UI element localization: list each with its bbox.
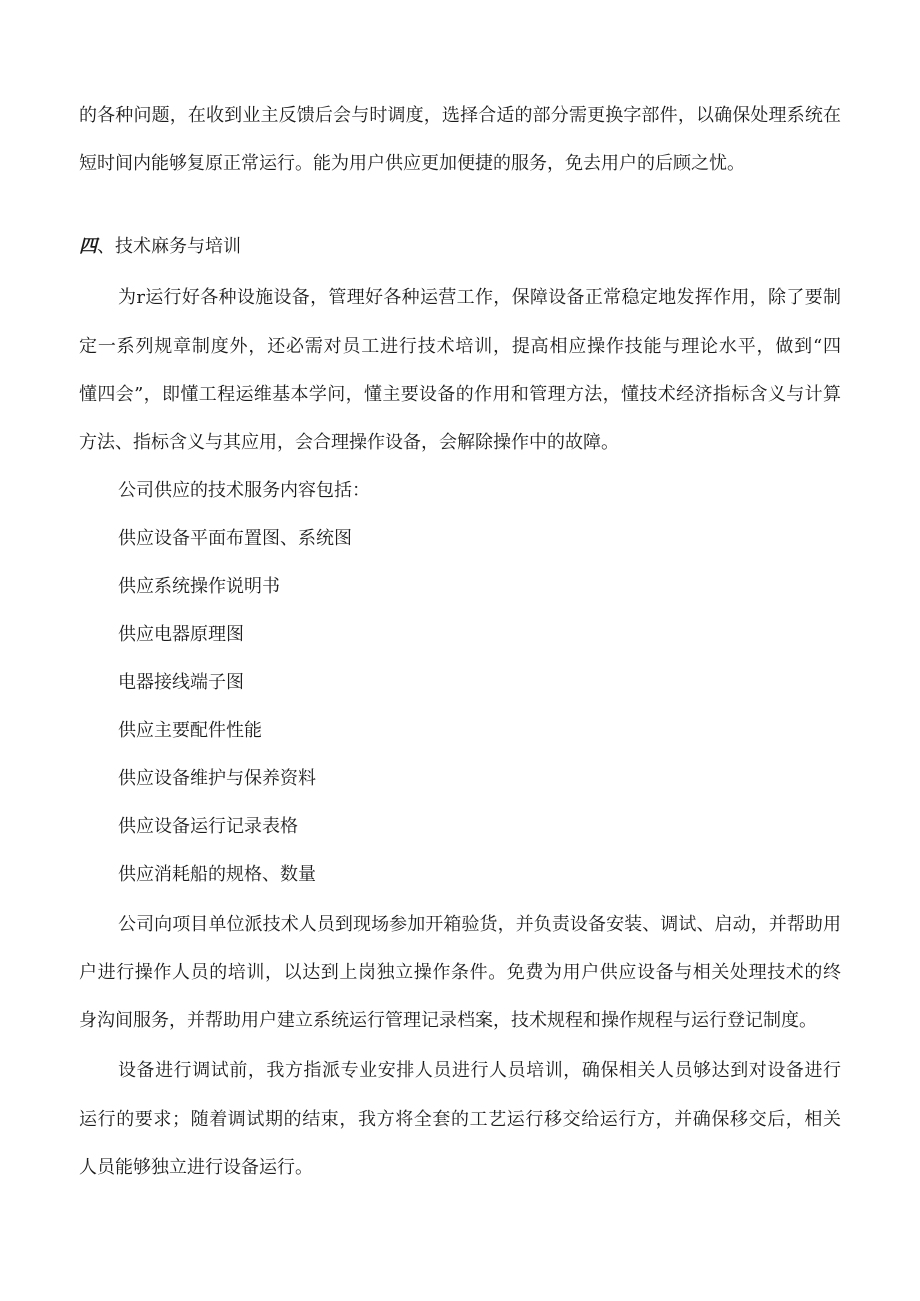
para3-line-3: 人员能够独立进行设备运行。 xyxy=(79,1157,313,1178)
list-item: 电器接线端子图 xyxy=(118,672,244,693)
para1-line-2: 定一系列规章制度外，还必需对员工进行技术培训，提高相应操作技能与理论水平，做到“四 xyxy=(79,336,841,357)
list-item: 供应电器原理图 xyxy=(118,624,244,645)
list-item: 供应设备维护与保养资料 xyxy=(118,768,316,789)
para2-line-2: 户进行操作人员的培训，以达到上岗独立操作条件。免费为用户供应设备与相关处理技术的终 xyxy=(79,962,841,983)
list-item: 供应消耗船的规格、数量 xyxy=(118,864,316,885)
list-item: 供应系统操作说明书 xyxy=(118,576,280,597)
section-separator: 、 xyxy=(97,236,115,257)
list-item: 供应主要配件性能 xyxy=(118,720,262,741)
list-item: 供应设备运行记录表格 xyxy=(118,816,298,837)
list-item: 供应设备平面布置图、系统图 xyxy=(118,528,352,549)
section-title: 技术麻务与培训 xyxy=(115,236,241,257)
intro-line-1: 的各种问题，在收到业主反馈后会与时调度，选择合适的部分需更换字部件，以确保处理系统在 xyxy=(79,105,841,126)
para3-line-2: 运行的要求；随着调试期的结束，我方将全套的工艺运行移交给运行方，并确保移交后，相关 xyxy=(79,1109,841,1130)
section-heading xyxy=(79,233,241,261)
para1-line-3: 懂四会”，即懂工程运维基本学问，懂主要设备的作用和管理方法，懂技术经济指标含义与计算 xyxy=(79,384,841,405)
services-intro: 公司供应的技术服务内容包括： xyxy=(118,480,370,501)
para3-line-1: 设备进行调试前，我方指派专业安排人员进行人员培训，确保相关人员够达到对设备进行 xyxy=(118,1060,841,1081)
section-number: 四 xyxy=(79,236,97,257)
para1-line-1: 为r运行好各种设施设备，管理好各种运营工作，保障设备正常稳定地发挥作用，除了要制 xyxy=(118,287,841,308)
intro-line-2: 短时间内能够复原正常运行。能为用户供应更加便捷的服务，免去用户的后顾之忧。 xyxy=(79,153,745,174)
para2-line-1: 公司向项目单位派技术人员到现场参加开箱验货，并负责设备安装、调试、启动，并帮助用 xyxy=(118,914,841,935)
para2-line-3: 身沟间服务，并帮助用户建立系统运行管理记录档案，技术规程和操作规程与运行登记制度。 xyxy=(79,1010,817,1031)
para1-line-4: 方法、指标含义与其应用，会合理操作设备，会解除操作中的故障。 xyxy=(79,432,619,453)
